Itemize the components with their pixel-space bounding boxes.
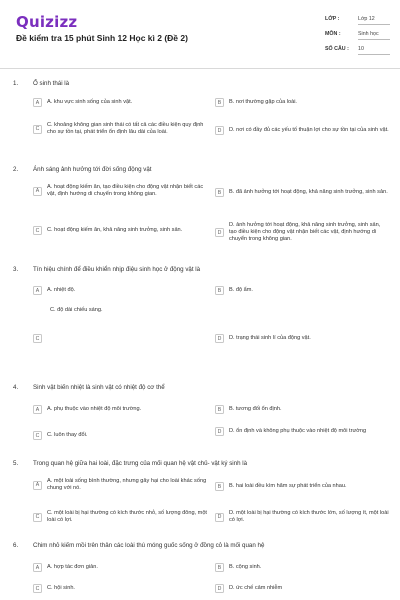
header-divider: [0, 68, 400, 69]
meta-class-label: LỚP :: [325, 16, 340, 22]
option-text: B. cộng sinh.: [229, 564, 262, 570]
option-letter-box: B: [215, 563, 224, 572]
option-letter-box: D: [215, 427, 224, 436]
q6-option-b[interactable]: [215, 563, 391, 572]
option-letter-box: D: [215, 126, 224, 135]
question-text: Ổ sinh thái là: [33, 80, 70, 87]
question-number: 6.: [13, 542, 19, 549]
option-letter-box: C: [33, 513, 42, 522]
option-text: D. nơi có đầy đủ các yếu tố thuận lợi cho sự tồn tại của sinh vật.: [229, 127, 389, 133]
question-number: 2.: [13, 166, 19, 173]
question-number: 3.: [13, 266, 19, 273]
q3-option-c[interactable]: [33, 334, 219, 343]
option-text: D. ổn định và không phụ thuộc vào nhiệt độ môi trường: [229, 428, 367, 434]
option-letter-box: D: [215, 584, 224, 593]
q2-option-a[interactable]: [33, 184, 219, 198]
option-text: C. một loài bị hại thường có kích thước nhỏ, số lượng đông, một loài có lợi.: [47, 510, 207, 523]
q5-option-b[interactable]: [215, 482, 391, 491]
question-number: 1.: [13, 80, 19, 87]
option-letter-box: B: [215, 286, 224, 295]
option-letter-box: A: [33, 481, 42, 490]
option-text: C. hội sinh.: [47, 585, 75, 591]
q4-option-a[interactable]: [33, 405, 219, 414]
meta-class-value: Lớp 12: [358, 16, 390, 25]
quizizz-logo: Quizizz: [16, 13, 78, 31]
option-text: D. ức chế cảm nhiễm: [229, 585, 283, 591]
option-letter-box: C: [33, 125, 42, 134]
option-letter-box: C: [33, 334, 42, 343]
option-text: B. tương đối ổn định.: [229, 406, 282, 412]
option-letter-box: D: [215, 228, 224, 237]
meta-subject-label: MÔN :: [325, 31, 341, 37]
option-letter-box: B: [215, 98, 224, 107]
option-letter-box: A: [33, 187, 42, 196]
option-text: C. hoạt động kiếm ăn, khả năng sinh trưởng, sinh sản.: [47, 227, 183, 233]
option-text: A. hợp tác đơn giản.: [47, 564, 98, 570]
option-text: D. ảnh hưởng tới hoạt động, khả năng sinh trưởng, sinh sản, tạo điều kiện cho động vật nhận biết các vật, định hướng di chuyển trong không gian.: [229, 222, 381, 242]
option-text: D. một loài bị hại thường có kích thước lớn, số lượng ít, một loài có lợi.: [229, 510, 389, 523]
option-text: B. nơi thường gặp của loài.: [229, 99, 297, 105]
option-text: B. đã ảnh hưởng tới hoạt động, khả năng sinh trưởng, sinh sản.: [229, 189, 388, 195]
option-letter-box: C: [33, 584, 42, 593]
option-text: C. luôn thay đổi.: [47, 432, 88, 438]
q5-option-c[interactable]: [33, 510, 219, 524]
question-text: Tín hiệu chính để điều khiển nhịp điệu sinh học ở động vật là: [33, 266, 201, 273]
q6-option-a[interactable]: [33, 563, 219, 572]
option-letter-box: A: [33, 286, 42, 295]
q4-option-d[interactable]: [215, 427, 391, 436]
q1-option-a[interactable]: [33, 98, 219, 107]
q1-option-c[interactable]: [33, 122, 219, 136]
option-letter-box: A: [33, 563, 42, 572]
option-text: A. phụ thuộc vào nhiệt độ môi trường.: [47, 406, 142, 412]
option-letter-box: C: [33, 226, 42, 235]
option-text: B. hai loài đều kìm hãm sự phát triển của nhau.: [229, 483, 347, 489]
question-text: Ánh sáng ảnh hưởng tới đời sống động vật: [33, 166, 152, 173]
option-text: A. nhiệt độ.: [47, 287, 76, 293]
option-letter-box: A: [33, 405, 42, 414]
meta-class: [325, 16, 391, 28]
option-letter-box: A: [33, 98, 42, 107]
meta-count-label: SỐ CÂU :: [325, 46, 349, 52]
option-letter-box: B: [215, 482, 224, 491]
option-letter-box: D: [215, 334, 224, 343]
option-letter-box: C: [33, 431, 42, 440]
question-text: Trong quan hệ giữa hai loài, đặc trưng của mối quan hệ vật chủ- vật ký sinh là: [33, 460, 248, 467]
option-text: C. khoảng không gian sinh thái có tất cả các điều kiện quy định cho sự tồn tại, phát triển ổn định lâu dài của loài.: [47, 122, 204, 135]
question-text: Chim nhỏ kiếm mồi trên thân các loài thú móng guốc sống ở đồng cỏ là mối quan hệ: [33, 542, 265, 549]
question-text: Sinh vật biến nhiệt là sinh vật có nhiệt độ cơ thể: [33, 384, 165, 391]
worksheet-title: Đề kiểm tra 15 phút Sinh 12 Học kì 2 (Đề 2): [16, 33, 188, 43]
q6-option-c[interactable]: [33, 584, 219, 593]
q1-option-b[interactable]: [215, 98, 391, 107]
q2-option-d[interactable]: [215, 222, 391, 243]
option-text: B. độ ẩm.: [229, 287, 253, 293]
q3-option-a[interactable]: [33, 286, 219, 295]
question-number: 5.: [13, 460, 19, 467]
q2-option-c[interactable]: [33, 226, 219, 235]
option-text: D. trạng thái sinh lí của động vật.: [229, 335, 311, 341]
option-letter-box: D: [215, 513, 224, 522]
option-text: C. độ dài chiếu sáng.: [50, 307, 103, 313]
worksheet-header: [0, 0, 400, 68]
q3-option-d[interactable]: [215, 334, 391, 343]
q4-option-c[interactable]: [33, 431, 219, 440]
q3-option-b[interactable]: [215, 286, 391, 295]
meta-count: [325, 46, 391, 58]
meta-subject: [325, 31, 391, 43]
question-number: 4.: [13, 384, 19, 391]
option-text: A. một loài sống bình thường, nhưng gây hại cho loài khác sống chung với nó.: [47, 478, 207, 491]
q5-option-d[interactable]: [215, 510, 391, 524]
option-text: A. khu vực sinh sống của sinh vật.: [47, 99, 133, 105]
option-text: A. hoạt động kiếm ăn, tạo điều kiện cho động vật nhận biết các vật, định hướng di chuyển trong không gian.: [47, 184, 204, 197]
q6-option-d[interactable]: [215, 584, 391, 593]
q1-option-d[interactable]: [215, 126, 391, 135]
q2-option-b[interactable]: [215, 188, 391, 197]
option-letter-box: B: [215, 405, 224, 414]
q3-option-c-text: [33, 307, 219, 314]
meta-count-value: 10: [358, 46, 390, 55]
meta-subject-value: Sinh học: [358, 31, 390, 40]
q5-option-a[interactable]: [33, 478, 219, 492]
option-letter-box: B: [215, 188, 224, 197]
q4-option-b[interactable]: [215, 405, 391, 414]
